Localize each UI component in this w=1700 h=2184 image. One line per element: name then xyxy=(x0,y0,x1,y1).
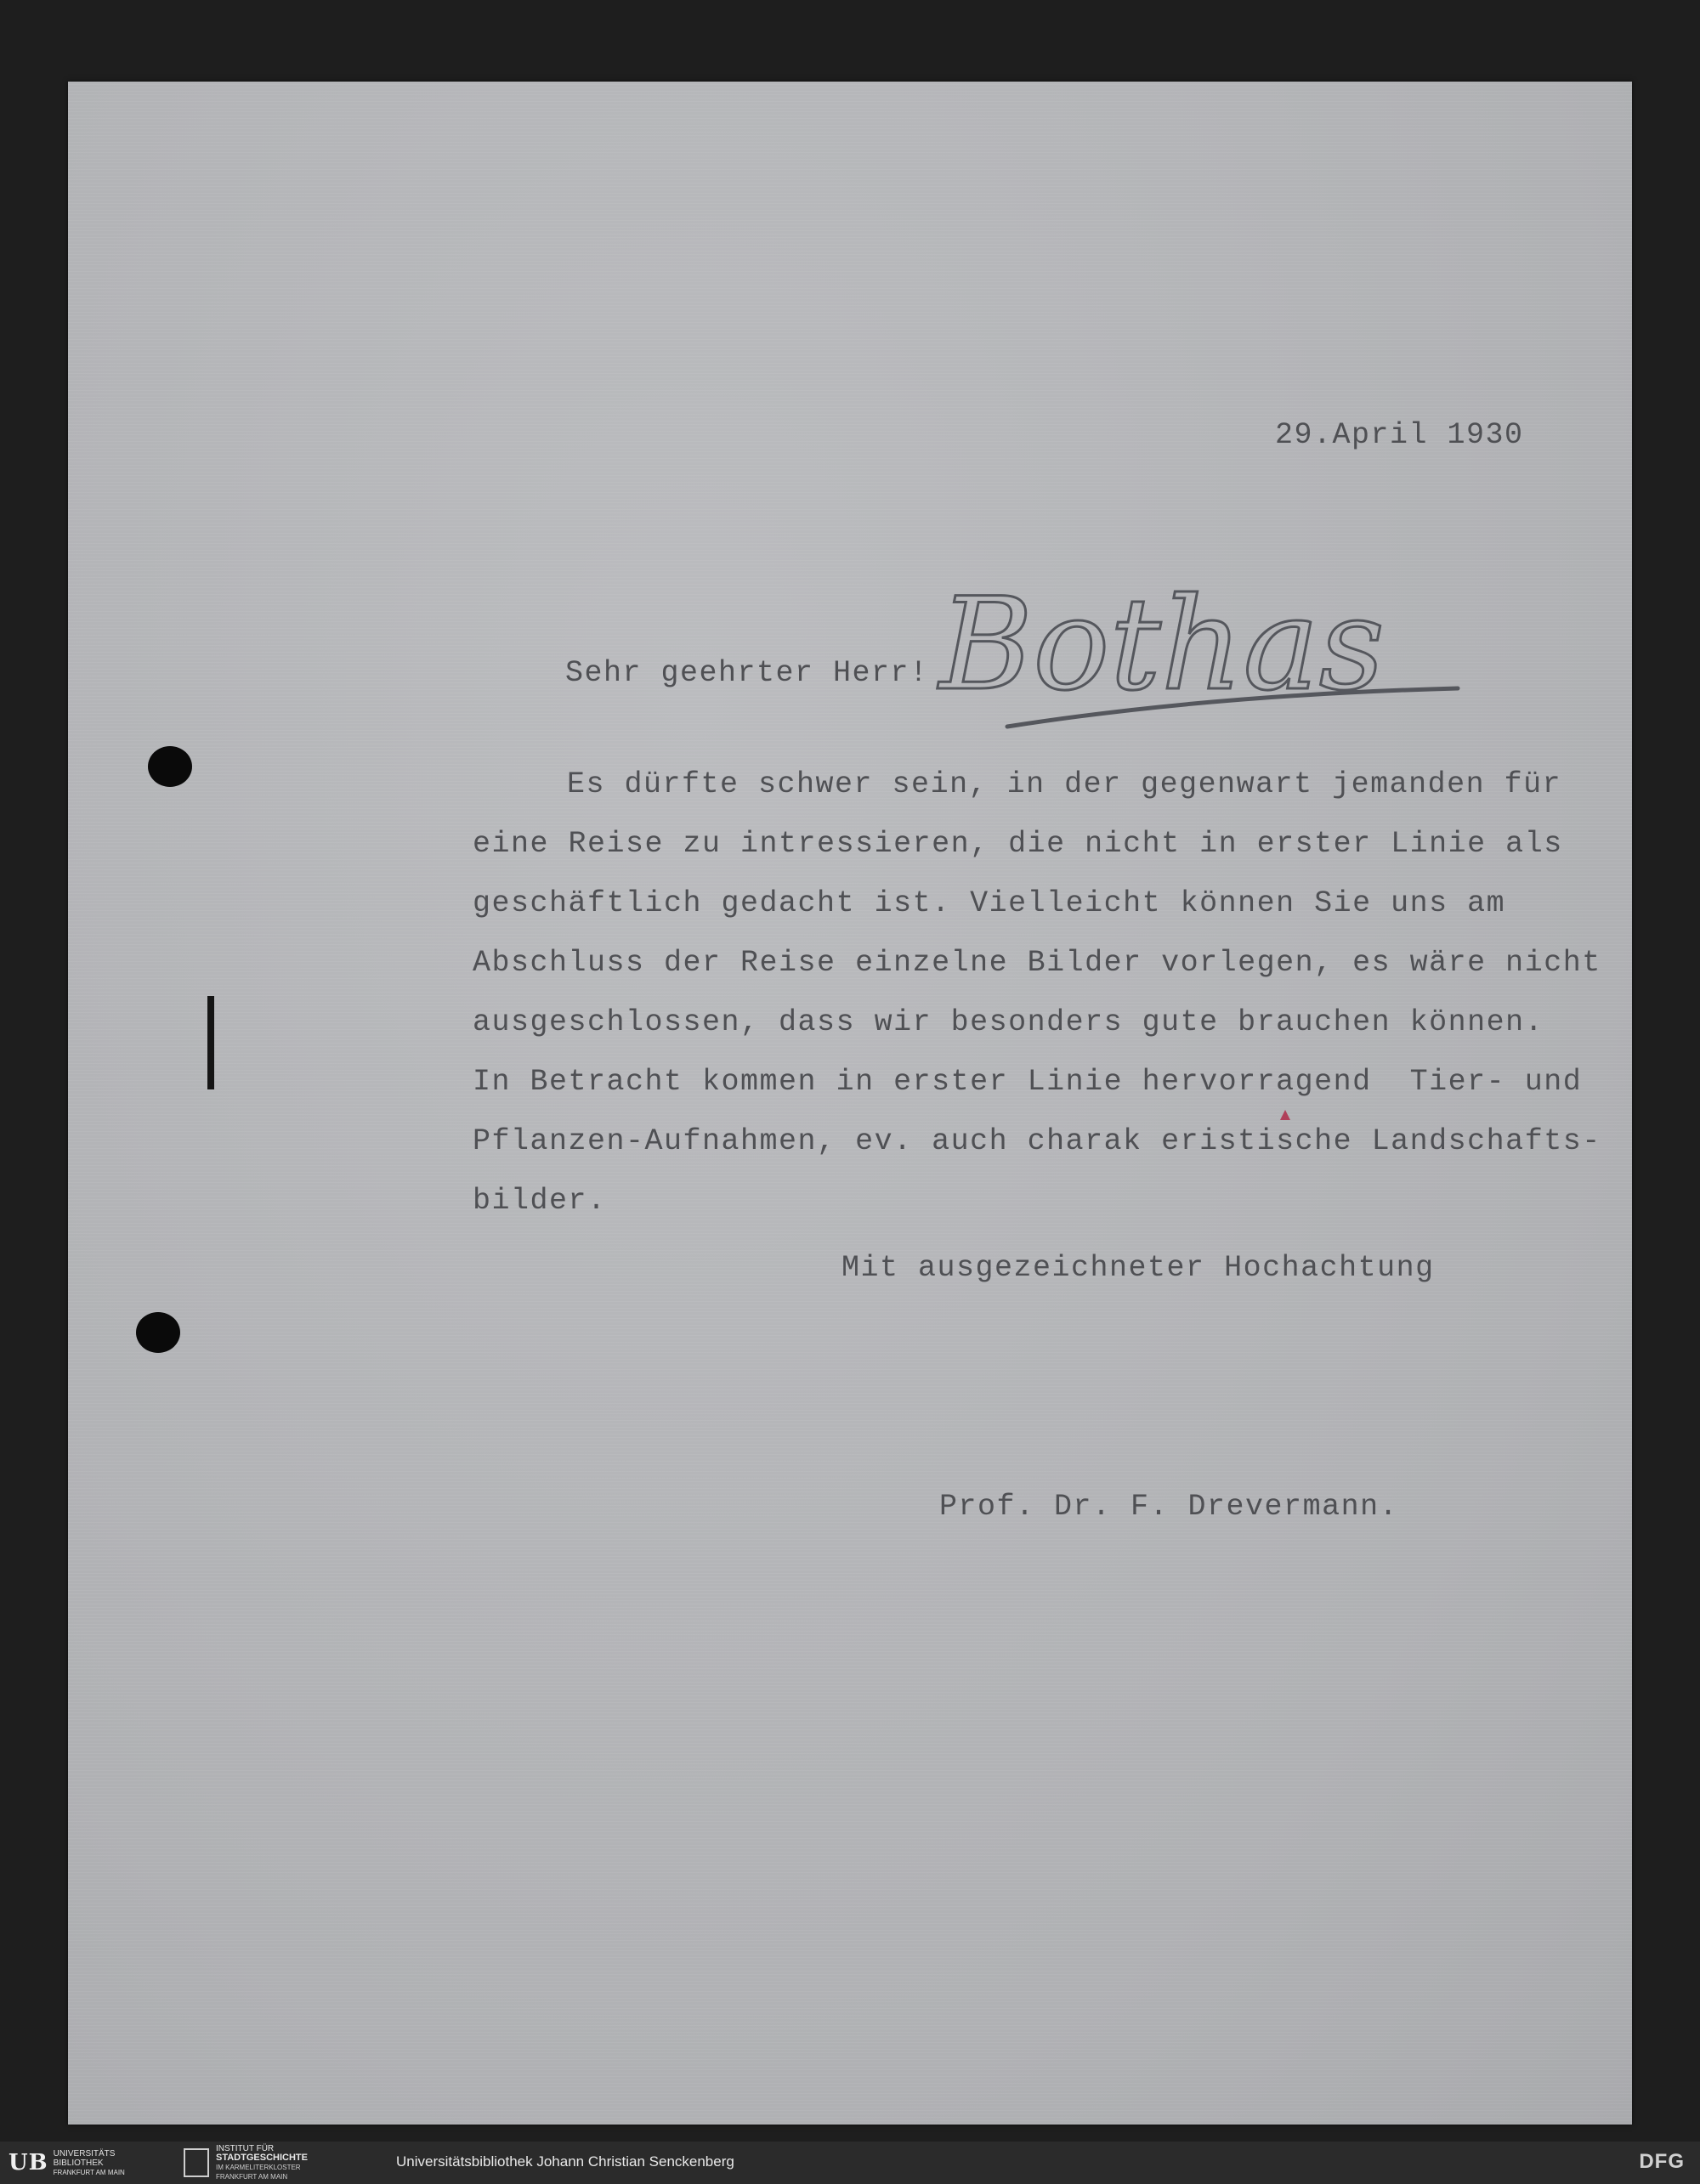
footer-bar xyxy=(0,2142,1700,2184)
body-line-1: Es dürfte schwer sein, in der gegenwart jemanden für xyxy=(567,767,1562,801)
isg-logo-mark xyxy=(184,2148,209,2177)
body-line-2: eine Reise zu intressieren, die nicht in erster Linie als xyxy=(473,827,1563,861)
ub-line3: FRANKFURT AM MAIN xyxy=(53,2168,125,2176)
isg-line2: STADTGESCHICHTE xyxy=(216,2153,308,2163)
paper-tear xyxy=(207,996,214,1089)
letter-salutation: Sehr geehrter Herr! xyxy=(565,656,929,690)
ub-logo[interactable] xyxy=(8,2145,125,2181)
isg-logo-text xyxy=(216,2144,308,2181)
footer-library-name: Universitätsbibliothek Johann Christian Senckenberg xyxy=(396,2153,734,2170)
letter-date: 29.April 1930 xyxy=(1275,418,1524,452)
body-line-6: In Betracht kommen in erster Linie hervorragend Tier- und xyxy=(473,1065,1583,1099)
ub-line1: UNIVERSITÄTS xyxy=(53,2148,116,2159)
body-line-4: Abschluss der Reise einzelne Bilder vorlegen, es wäre nicht xyxy=(473,946,1601,980)
letter-page xyxy=(68,82,1632,2125)
ub-logo-text xyxy=(54,2149,125,2177)
handwritten-recipient-name xyxy=(931,552,1475,748)
ub-logo-mark: UB xyxy=(8,2150,48,2176)
handwritten-name-text: Bothas xyxy=(939,571,1385,719)
isg-logo[interactable] xyxy=(184,2145,308,2181)
body-line-7: Pflanzen-Aufnahmen, ev. auch charak eristische Landschafts- xyxy=(473,1124,1601,1158)
isg-line3: IM KARMELITERKLOSTER xyxy=(216,2164,301,2171)
isg-line4: FRANKFURT AM MAIN xyxy=(216,2173,288,2181)
letter-signature: Prof. Dr. F. Drevermann. xyxy=(939,1490,1399,1524)
punch-hole-top xyxy=(148,746,192,787)
letter-closing: Mit ausgezeichneter Hochachtung xyxy=(842,1251,1435,1285)
body-line-8: bilder. xyxy=(473,1184,607,1218)
dfg-logo[interactable]: DFG xyxy=(1639,2150,1685,2173)
body-line-5: ausgeschlossen, dass wir besonders gute brauchen können. xyxy=(473,1005,1544,1039)
body-line-3: geschäftlich gedacht ist. Vielleicht können Sie uns am xyxy=(473,886,1506,920)
isg-line1: INSTITUT FÜR xyxy=(216,2144,275,2153)
punch-hole-bottom xyxy=(136,1312,180,1353)
red-ink-mark xyxy=(1278,1108,1292,1122)
ub-line2: BIBLIOTHEK xyxy=(53,2158,104,2168)
